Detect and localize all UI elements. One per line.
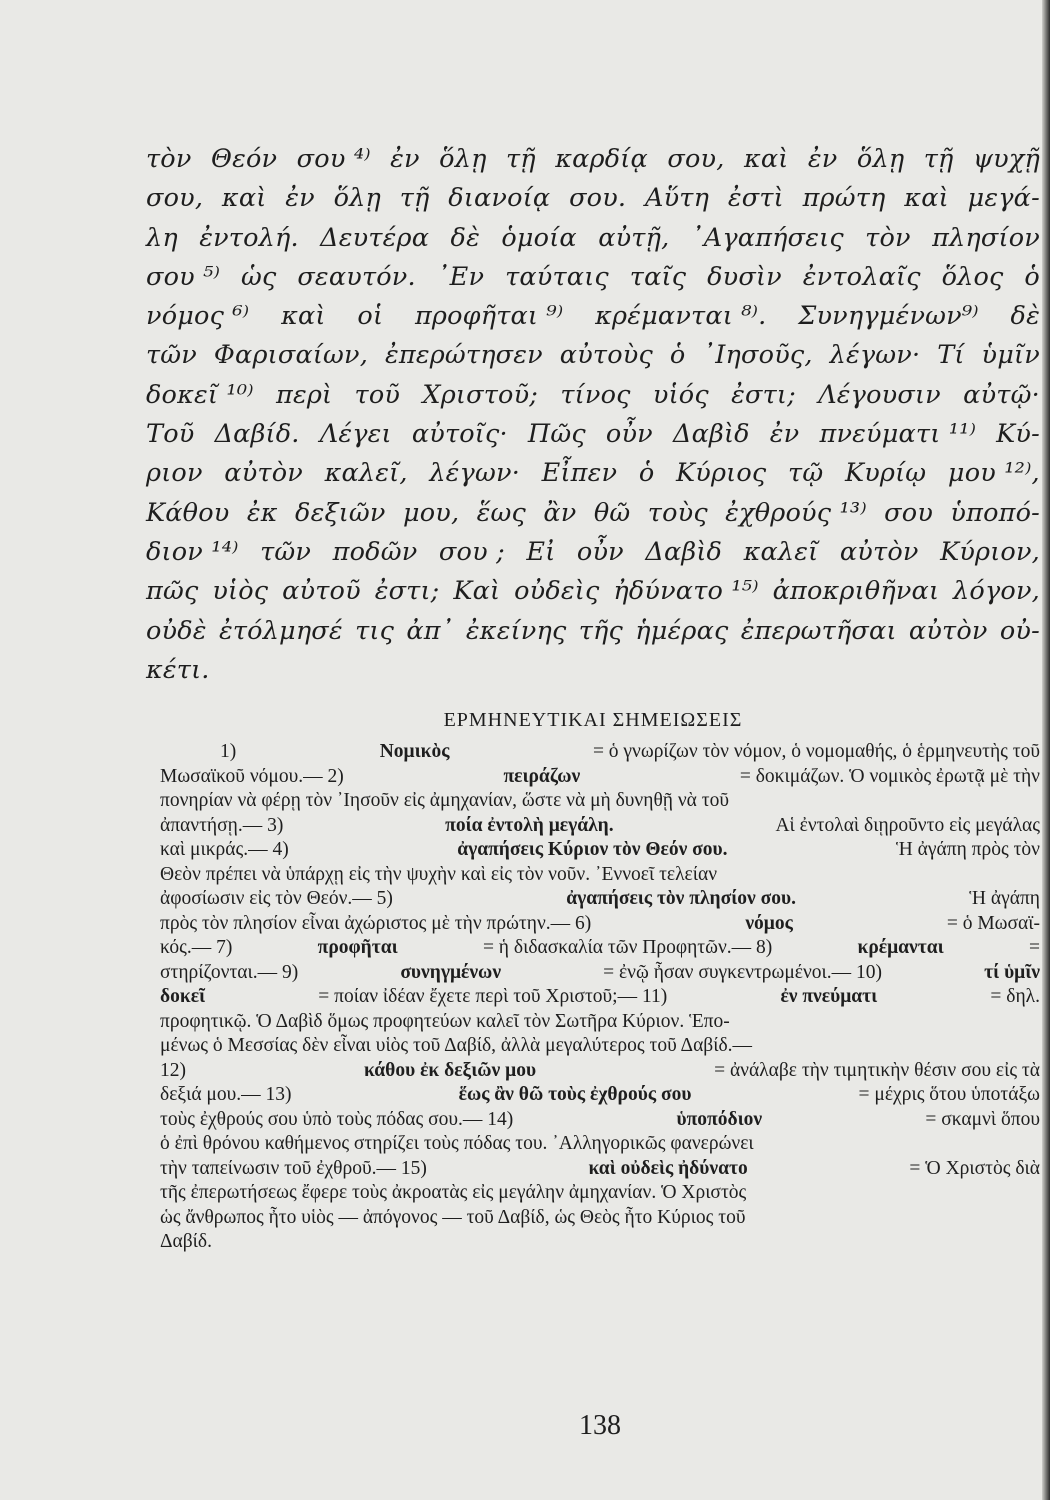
main-text-word: ἐστι; <box>374 576 440 607</box>
main-text-word: καὶ <box>281 301 326 332</box>
note-term: ἀγαπήσεις τὸν πλησίον σου. <box>566 888 796 909</box>
note-text: = ἀνάλαβε τὴν τιμητικὴν θέσιν σου εἰς τὰ <box>714 1059 1040 1081</box>
note-line <box>160 961 1040 986</box>
main-text-line <box>146 415 1040 454</box>
main-text-word: μεγά- <box>967 183 1040 214</box>
main-text-word: Κύ- <box>996 419 1040 450</box>
main-text-word: υἱός <box>652 379 709 410</box>
main-text-word: καλεῖ, <box>324 458 408 489</box>
note-term: ὑποπόδιον <box>676 1108 763 1130</box>
main-text-word: αὐτοῖς· <box>411 419 508 450</box>
main-text-line <box>146 336 1040 375</box>
note-text: τοὺς ἐχθρούς σου ὑπὸ τοὺς πόδας σου.— 14) <box>160 1108 514 1130</box>
main-text-word: Τοῦ <box>146 419 195 450</box>
main-text-line <box>146 179 1040 218</box>
note-text: 12) <box>160 1059 186 1081</box>
main-text-word: σου. <box>569 183 627 214</box>
note-text: ὡς ἄνθρωπος ἦτο υἱὸς — ἀπόγονος — τοῦ Δαβίδ, ὡς Θεὸς ἦτο Κύριος τοῦ <box>160 1206 746 1228</box>
main-text-word: οὖν <box>605 419 653 450</box>
main-text-word: τῆς <box>578 615 623 646</box>
main-text-line <box>146 140 1040 179</box>
main-text-word: ἡμέρας <box>635 615 729 646</box>
note-term: νόμος <box>745 912 793 934</box>
main-text-word: ἐπερώτησεν <box>384 340 543 371</box>
main-text-word: αὐτῷ· <box>963 379 1040 410</box>
main-text-word: τις <box>355 615 395 646</box>
note-line <box>160 1181 1040 1206</box>
main-text <box>146 140 1040 690</box>
note-line <box>160 1132 1040 1157</box>
note-term: συνηγμένων <box>400 961 502 983</box>
main-text-word: ποδῶν <box>332 536 418 567</box>
note-text: = σκαμνὶ ὅπου <box>925 1108 1040 1130</box>
main-text-word: ριον <box>146 458 203 489</box>
main-text-word: ἐστὶ <box>727 183 784 214</box>
main-text-word: ἐν <box>807 144 838 174</box>
main-text-word: ταῖς <box>629 261 687 292</box>
main-text-word: κέτι. <box>146 654 210 685</box>
note-line <box>160 1083 1040 1108</box>
main-text-word: Δευτέρα <box>320 222 430 253</box>
note-term: κρέμανται <box>857 937 944 958</box>
main-text-word: διανοίᾳ <box>448 183 551 214</box>
main-text-word: ἐν <box>390 144 420 174</box>
main-text-line <box>146 651 1040 690</box>
main-text-word: σου <box>884 497 934 528</box>
note-text: = ἐνῷ ἦσαν συγκεντρωμένοι.— 10) <box>603 961 883 983</box>
note-term: ἐν πνεύματι <box>780 986 878 1007</box>
main-text-word: τῶν <box>146 340 198 371</box>
notes-heading: ΕΡΜΗΝΕΥΤΙΚΑΙ ΣΗΜΕΙΩΣΕΙΣ <box>443 709 743 731</box>
main-text-word: καρδίᾳ <box>555 144 648 174</box>
main-text-word: Δαβὶδ <box>672 419 750 450</box>
main-text-word: περὶ <box>276 379 333 410</box>
main-text-word: τῷ <box>788 458 824 489</box>
note-text: ἀφοσίωσιν εἰς τὸν Θεόν.— 5) <box>160 888 393 909</box>
note-line <box>160 1108 1040 1133</box>
main-text-word: ἐπερωτῆσαι <box>740 615 897 646</box>
main-text-word: ᾿Αγαπήσεις <box>690 222 844 253</box>
note-term: ἀγαπήσεις Κύριον τὸν Θεόν σου. <box>457 839 728 860</box>
main-text-word: Εἰ <box>526 536 556 567</box>
main-text-word: δεξιῶν <box>295 497 386 528</box>
main-text-word: δοκεῖ ¹⁰⁾ <box>146 379 254 410</box>
main-text-word: σου, <box>146 183 204 214</box>
main-text-word: Χριστοῦ; <box>422 379 539 410</box>
note-term: πειράζων <box>503 765 581 787</box>
main-text-word: ᾿Ιησοῦς, <box>702 340 813 371</box>
note-term: ἕως ἂν θῶ τοὺς ἐχθρούς σου <box>458 1084 692 1105</box>
main-text-word: ψυχῇ <box>972 144 1040 174</box>
main-text-word: οὖν <box>576 536 624 567</box>
note-text: προφητικῷ. Ὁ Δαβὶδ ὅμως προφητεύων καλεῖ τὸν Σωτῆρα Κύριον. Ἑπο- <box>160 1010 730 1032</box>
main-text-word: δὲ <box>450 222 480 253</box>
main-text-word: ἐν <box>769 419 800 450</box>
main-text-word: ἀπ᾿ <box>406 615 454 646</box>
main-text-word: Αὕτη <box>644 183 710 214</box>
main-text-word: Κύριον, <box>940 536 1040 567</box>
main-text-word: ἐτόλμησέ <box>218 615 343 646</box>
main-text-word: κρέμανται ⁸⁾. <box>595 301 767 332</box>
note-text: = δοκιμάζων. Ὁ νομικὸς ἐρωτᾷ μὲ τὴν <box>739 765 1040 787</box>
main-text-word: ἕως <box>476 497 527 528</box>
main-text-line <box>146 297 1040 336</box>
main-text-line <box>146 612 1040 651</box>
main-text-word: ἐντολαῖς <box>802 261 921 292</box>
main-text-word: ὅλῃ <box>856 144 905 174</box>
main-text-word: ταύταις <box>505 261 609 292</box>
main-text-word: οὐ- <box>999 615 1040 646</box>
page-edge-shadow <box>1042 0 1050 1500</box>
note-line <box>160 740 1040 765</box>
main-text-word: θῶ <box>593 497 631 528</box>
note-text: τῆς ἐπερωτήσεως ἔφερε τοὺς ἀκροατὰς εἰς μεγάλην ἀμηχανίαν. Ὁ Χριστὸς <box>160 1182 747 1203</box>
main-text-word: τὸν <box>146 144 192 174</box>
note-text: Θεὸν πρέπει νὰ ὑπάρχῃ εἰς τὴν ψυχὴν καὶ εἰς τὸν νοῦν. ᾿Εννοεῖ τελείαν <box>160 863 718 885</box>
main-text-word: Φαρισαίων, <box>213 340 369 371</box>
main-text-word: καλεῖ <box>743 536 819 567</box>
main-text-word: αὐτοῦ <box>282 576 361 607</box>
note-text: καὶ μικράς.— 4) <box>160 839 289 860</box>
main-text-word: λέγων· <box>429 458 520 489</box>
main-text-word: Συνηγμένων⁹⁾ <box>798 301 979 332</box>
main-text-word: οὐδὲ <box>146 615 207 646</box>
main-text-line <box>146 258 1040 297</box>
main-text-line <box>146 494 1040 533</box>
note-term: τί ὑμῖν <box>984 961 1040 983</box>
main-text-word: ὑμῖν <box>981 340 1040 371</box>
note-text: ὁ ἐπὶ θρόνου καθήμενος στηρίζει τοὺς πόδας του. ᾿Αλληγορικῶς φανερώνει <box>160 1133 754 1154</box>
main-text-word: ὡς <box>240 261 277 292</box>
note-term: δοκεῖ <box>160 986 206 1007</box>
main-text-word: τίνος <box>560 379 631 410</box>
main-text-word: σου, <box>667 144 725 174</box>
main-text-word: αὐτὸν <box>908 615 988 646</box>
main-text-word: Δαβὶδ <box>645 536 723 567</box>
main-text-word: πῶς <box>146 576 199 607</box>
main-text-word: λόγον, <box>953 576 1040 607</box>
main-text-word: τοὺς <box>647 497 708 528</box>
main-text-word: σου ⁴⁾ <box>296 144 371 174</box>
main-text-word: οὐδεὶς <box>514 576 600 607</box>
main-text-word: ὁ <box>1024 261 1040 292</box>
note-line <box>160 936 1040 961</box>
main-text-line <box>146 376 1040 415</box>
note-line <box>160 1230 1040 1255</box>
main-text-word: οἱ <box>357 301 384 332</box>
main-text-word: λη <box>146 222 178 253</box>
note-text: = ὁ γνωρίζων τὸν νόμον, ὁ νομομαθής, ὁ ἑρμηνευτὴς τοῦ <box>592 741 1040 762</box>
note-text: = ὁ Μωσαϊ- <box>946 912 1040 934</box>
main-text-word: Τί <box>937 340 965 371</box>
main-text-word: μου, <box>402 497 460 528</box>
note-term: κάθου ἐκ δεξιῶν μου <box>364 1059 537 1081</box>
main-text-word: διον ¹⁴⁾ <box>146 536 239 567</box>
main-text-word: Πῶς <box>527 419 586 450</box>
main-text-word: αὐτὸν <box>839 536 919 567</box>
note-text: μένως ὁ Μεσσίας δὲν εἶναι υἱὸς τοῦ Δαβίδ, ἀλλὰ μεγαλύτερος τοῦ Δαβίδ.— <box>160 1035 753 1056</box>
note-term: ποία ἐντολὴ μεγάλη. <box>445 814 614 836</box>
main-text-word: σεαυτόν. <box>297 261 416 292</box>
note-term: καὶ οὐδεὶς ἠδύνατο <box>588 1157 748 1179</box>
page-number: 138 <box>579 1410 621 1441</box>
main-text-word: αὐτὸν <box>224 458 303 489</box>
main-text-line <box>146 572 1040 611</box>
note-line <box>160 912 1040 937</box>
main-text-word: τῇ <box>923 144 954 174</box>
main-text-word: καὶ <box>904 183 949 214</box>
main-text-word: ἂν <box>543 497 577 528</box>
main-text-word: λέγων· <box>829 340 921 371</box>
note-text: 1) <box>220 741 237 762</box>
main-text-word: ἐντολή. <box>199 222 299 253</box>
main-text-word: αὐτοὺς <box>559 340 653 371</box>
note-line <box>160 863 1040 888</box>
note-text: Ἡ ἀγάπη <box>969 888 1040 909</box>
main-text-word: σου ⁵⁾ <box>146 261 221 292</box>
main-text-word: ᾿Εν <box>436 261 485 292</box>
note-line <box>160 838 1040 863</box>
note-text: Δαβίδ. <box>160 1231 212 1252</box>
main-text-word: υἱὸς <box>212 576 269 607</box>
main-text-word: ὑποπό- <box>950 497 1040 528</box>
note-text: = ποίαν ἰδέαν ἔχετε περὶ τοῦ Χριστοῦ;— 11) <box>318 986 668 1007</box>
main-text-word: μου ¹²⁾, <box>947 458 1040 489</box>
main-text-word: τοῦ <box>354 379 401 410</box>
note-text: πονηρίαν νὰ φέρῃ τὸν ᾿Ιησοῦν εἰς ἀμηχανίαν, ὥστε νὰ μὴ δυνηθῇ νὰ τοῦ <box>160 790 730 811</box>
main-text-word: ἠδύνατο ¹⁵⁾ <box>613 576 759 607</box>
note-text: Ἡ ἀγάπη πρὸς τὸν <box>896 839 1040 860</box>
note-line <box>160 1059 1040 1084</box>
main-text-word: δυσὶν <box>707 261 782 292</box>
main-text-word: ἐν <box>285 183 315 214</box>
note-line <box>160 1034 1040 1059</box>
note-line <box>160 887 1040 912</box>
note-text: Μωσαϊκοῦ νόμου.— 2) <box>160 765 344 787</box>
main-text-word: ἐκ <box>246 497 278 528</box>
note-term: προφῆται <box>317 937 398 958</box>
note-line <box>160 1206 1040 1231</box>
main-text-word: ἀποκριθῆναι <box>772 576 940 607</box>
main-text-word: τῇ <box>505 144 536 174</box>
main-text-word: Κάθου <box>146 497 230 528</box>
main-text-word: ἐκείνης <box>465 615 567 646</box>
note-term: Νομικὸς <box>379 741 450 762</box>
note-text: = <box>1028 937 1040 958</box>
main-text-line <box>146 533 1040 572</box>
note-text: = ἡ διδασκαλία τῶν Προφητῶν.— 8) <box>482 937 773 958</box>
main-text-word: Λέγει <box>319 419 392 450</box>
main-text-word: ὅλῃ <box>333 183 381 214</box>
main-text-word: ὅλῃ <box>439 144 487 174</box>
main-text-word: τῇ <box>399 183 430 214</box>
note-text: δεξιά μου.— 13) <box>160 1084 292 1105</box>
main-text-word: τὸν <box>865 222 911 253</box>
explanatory-notes <box>160 740 1040 1255</box>
note-text: = μέχρις ὅτου ὑποτάξω <box>858 1084 1040 1105</box>
note-text: τὴν ταπείνωσιν τοῦ ἐχθροῦ.— 15) <box>160 1157 427 1179</box>
note-line <box>160 1010 1040 1035</box>
main-text-word: σου ; <box>438 536 505 567</box>
main-text-word: Εἶπεν <box>541 458 618 489</box>
note-text: πρὸς τὸν πλησίον εἶναι ἀχώριστος μὲ τὴν πρώτην.— 6) <box>160 912 592 934</box>
note-text: στηρίζονται.— 9) <box>160 961 299 983</box>
note-text: = δηλ. <box>990 986 1040 1007</box>
note-line <box>160 985 1040 1010</box>
main-text-word: Λέγουσιν <box>818 379 941 410</box>
note-text: = Ὁ Χριστὸς διὰ <box>909 1157 1040 1179</box>
main-text-word: ὁ <box>669 340 686 371</box>
main-text-word: Κύριος <box>676 458 767 489</box>
main-text-word: νόμος ⁶⁾ <box>146 301 250 332</box>
main-text-word: Δαβίδ. <box>214 419 300 450</box>
main-text-word: Κυρίῳ <box>844 458 927 489</box>
main-text-word: ὁ <box>638 458 655 489</box>
main-text-word: καὶ <box>221 183 267 214</box>
note-line <box>160 789 1040 814</box>
main-text-word: ὅλος <box>941 261 1004 292</box>
note-text: ἀπαντήσῃ.— 3) <box>160 814 284 836</box>
note-line <box>160 765 1040 790</box>
main-text-word: Καὶ <box>453 576 501 607</box>
note-line <box>160 814 1040 839</box>
main-text-word: ἐστι; <box>731 379 796 410</box>
main-text-word: προφῆται ⁹⁾ <box>414 301 564 332</box>
main-text-line <box>146 454 1040 493</box>
main-text-word: ἐχθρούς ¹³⁾ <box>725 497 867 528</box>
main-text-word: αὐτῇ, <box>598 222 670 253</box>
main-text-word: ὁμοία <box>501 222 577 253</box>
main-text-word: πρώτη <box>802 183 886 214</box>
main-text-word: τῶν <box>260 536 312 567</box>
main-text-line <box>146 219 1040 258</box>
main-text-word: δὲ <box>1010 301 1040 332</box>
main-text-word: πνεύματι ¹¹⁾ <box>819 419 977 450</box>
main-text-word: καὶ <box>743 144 789 174</box>
note-text: κός.— 7) <box>160 937 233 958</box>
note-line <box>160 1157 1040 1182</box>
main-text-word: πλησίον <box>932 222 1040 253</box>
note-text: Αἱ ἐντολαὶ διῃροῦντο εἰς μεγάλας <box>775 814 1040 836</box>
main-text-word: Θεόν <box>210 144 278 174</box>
